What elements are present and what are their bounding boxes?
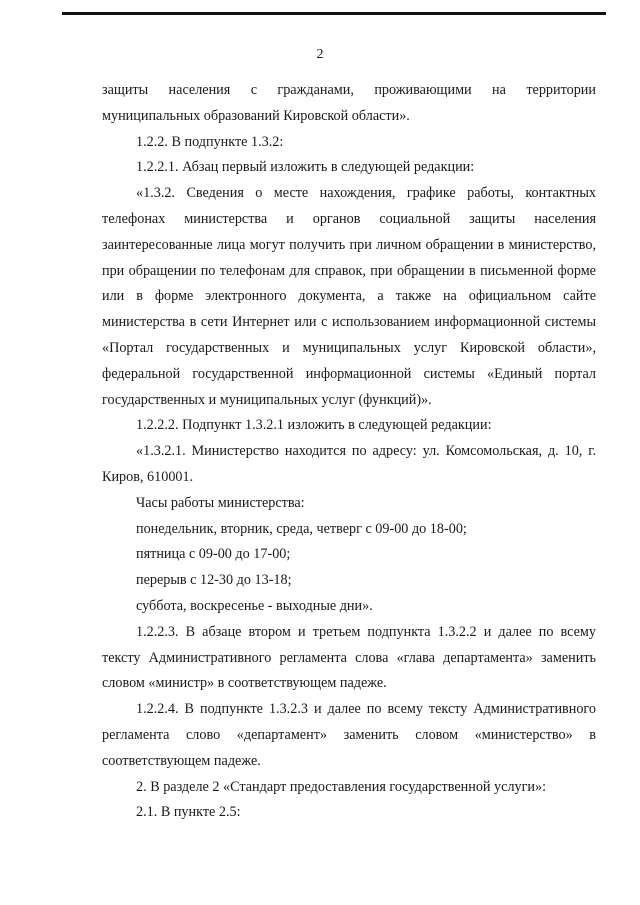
paragraph: 1.2.2.1. Абзац первый изложить в следующей редакции: (136, 159, 475, 176)
paragraph: муниципальных образований Кировской области». (102, 107, 410, 124)
paragraph: перерыв с 12-30 до 13-18; (136, 572, 292, 589)
paragraph: 1.2.2.2. Подпункт 1.3.2.1 изложить в следующей редакции: (136, 417, 492, 434)
paragraph: понедельник, вторник, среда, четверг с 09-00 до 18-00; (136, 520, 467, 537)
paragraph: пятница с 09-00 до 17-00; (136, 546, 291, 563)
paragraph: Часы работы министерства: (136, 494, 305, 511)
paragraph: 1.2.2.4. В подпункте 1.3.2.3 и далее по всему тексту Административного регламента слово «департамент» заменить словом «министерство» в соответствующем падеже. (102, 701, 596, 769)
header-rule (62, 12, 606, 15)
paragraph: 2. В разделе 2 «Стандарт предоставления государственной услуги»: (136, 778, 547, 795)
paragraph: 2.1. В пункте 2.5: (136, 804, 241, 821)
paragraph: 1.2.2. В подпункте 1.3.2: (136, 133, 284, 150)
page-number: 2 (316, 47, 324, 62)
paragraph: «1.3.2.1. Министерство находится по адресу: ул. Комсомольская, д. 10, г. Киров, 610001. (102, 443, 596, 485)
paragraph: защиты населения с гражданами, проживающими на территории (102, 82, 596, 98)
document-body (102, 78, 596, 826)
paragraph: «1.3.2. Сведения о месте нахождения, графике работы, контактных телефонах министерства и органов социальной защиты населения заинтересованные лица могут получить при личном обращении в министерство, при обращении по телефонам для справок, при обращении в письменной форме или в форме электронного документа, а также на официальном сайте министерства в сети Интернет или с использованием информационной системы «Портал государственных и муниципальных услуг Кировской области», федеральной государственной информационной системы «Единый портал государственных и муниципальных услуг (функций)». (102, 185, 596, 408)
paragraph: 1.2.2.3. В абзаце втором и третьем подпункта 1.3.2.2 и далее по всему тексту Административного регламента слова «глава департамента» заменить словом «министр» в соответствующем падеже. (102, 623, 596, 692)
paragraph: суббота, воскресенье - выходные дни». (136, 597, 373, 614)
